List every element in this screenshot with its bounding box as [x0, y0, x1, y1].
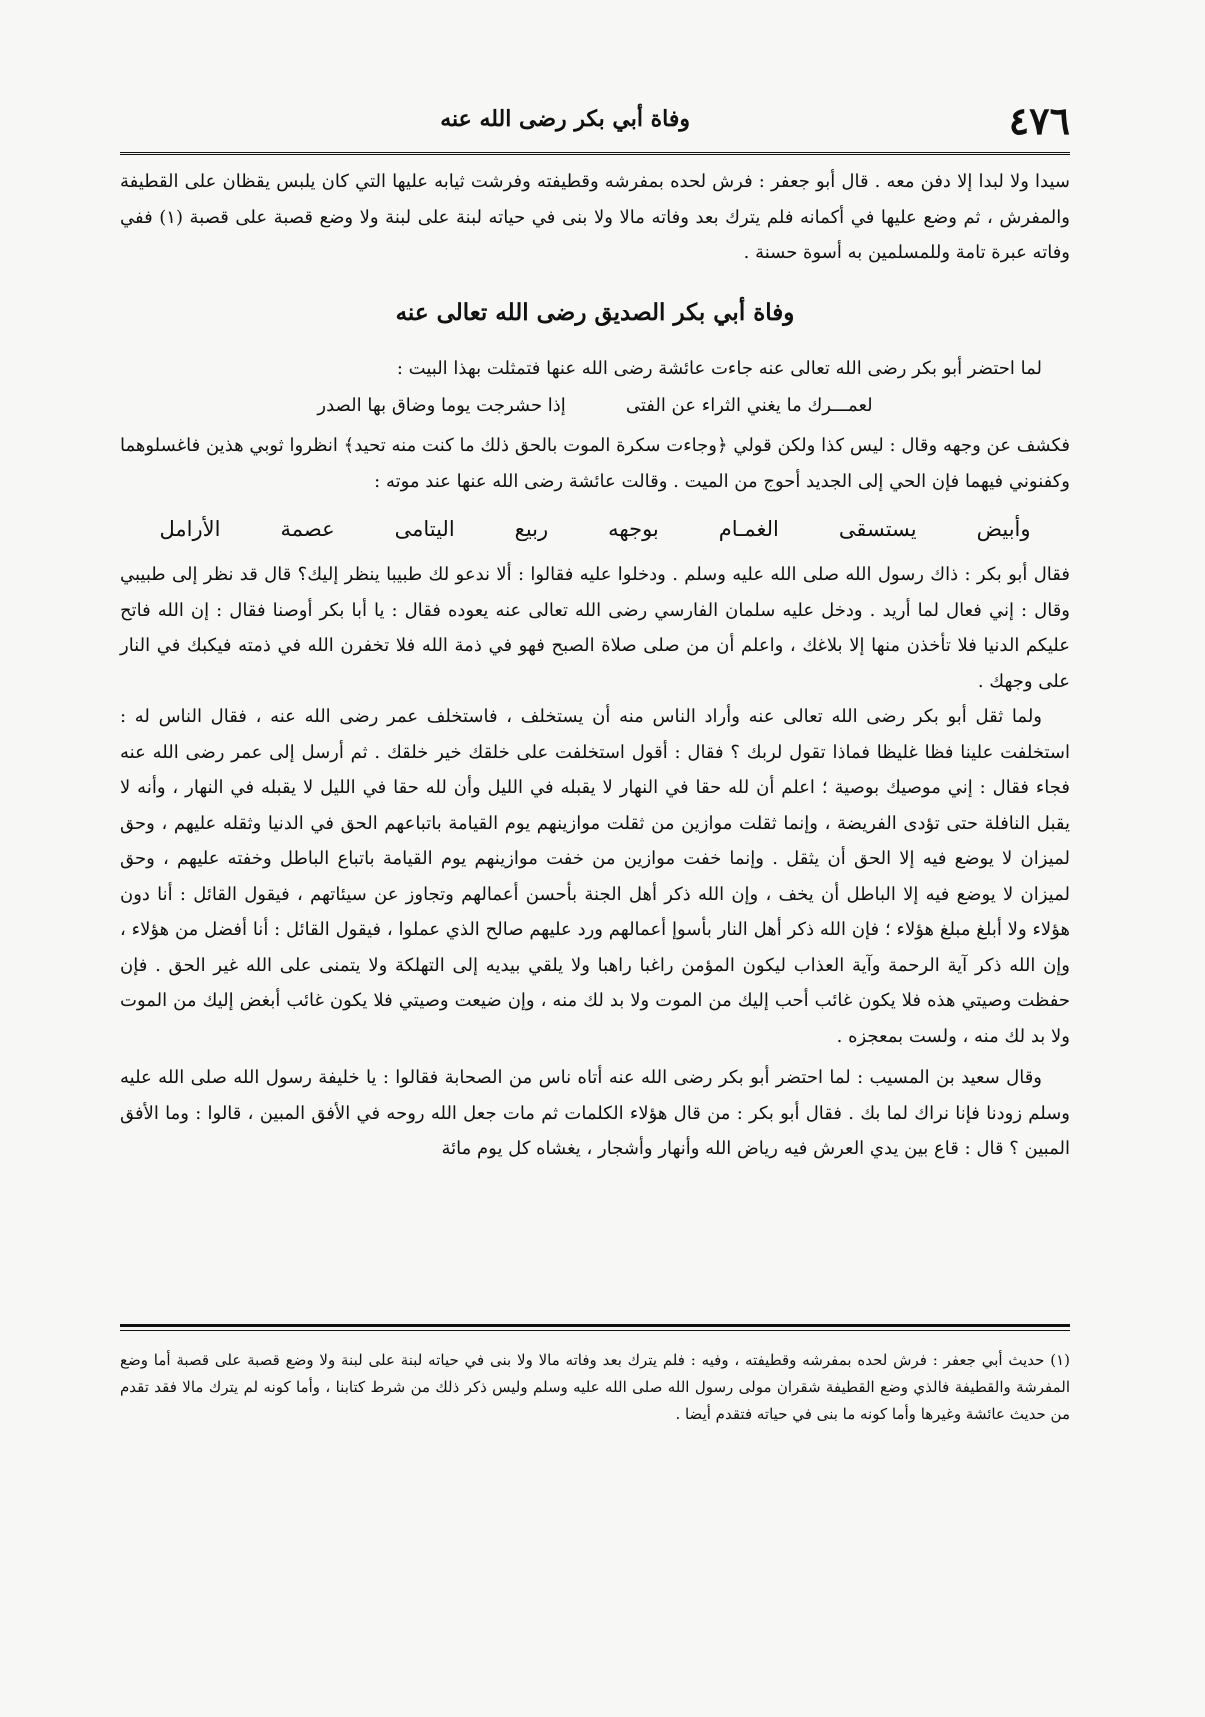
- verse-couplet: [120, 386, 1070, 426]
- verse-word: اليتامى: [394, 517, 455, 541]
- verse-word: ربيع: [514, 517, 549, 541]
- paragraph-ibn-musayyib: وقال سعيد بن المسيب : لما احتضر أبو بكر رضى الله عنه أتاه ناس من الصحابة فقالوا : يا خليفة رسول الله صلى الله عليه وسلم زودنا فإنا نراك لما بك . فقال أبو بكر : من قال هؤلاء الكلمات ثم مات جعل الله روحه في الأفق المبين ، قالوا : وما الأفق المبين ؟ قال : قاع بين يدي العرش فيه رياض الله وأنهار وأشجار ، يغشاه كل يوم مائة: [120, 1067, 1070, 1159]
- page-number: ٤٧٦: [1008, 98, 1070, 143]
- paragraph-physician: فقال أبو بكر : ذاك رسول الله صلى الله عليه وسلم . ودخلوا عليه فقالوا : ألا ندعو لك طبيبا ينظر إليك؟ قال قد نظر إلى طبيبي وقال : إني فعال لما أريد . ودخل عليه سلمان الفارسي رضى الله تعالى عنه يعوده فقال : يا أبا بكر أوصنا فقال : إن الله فاتح عليكم الدنيا فلا تأخذن منها إلا بلاغك ، واعلم أن من صلى صلاة الصبح فهو في ذمة الله فلا تخفرن الله في ذمته فيكبك في النار على وجهك .: [120, 564, 1070, 692]
- verse-line: [120, 505, 1070, 553]
- running-title: وفاة أبي بكر رضى الله عنه: [440, 106, 690, 132]
- verse-word: الأرامل: [159, 517, 221, 541]
- verse-hemistich-first: لعمـــرك ما يغني الثراء عن الفتى: [625, 395, 873, 416]
- book-page: [120, 92, 1070, 1652]
- verse-word: وأبيض: [976, 517, 1031, 541]
- footnote-rule-thin: [120, 1330, 1070, 1331]
- verse-word: بوجهه: [608, 517, 659, 541]
- body-text: [120, 164, 1070, 1167]
- verse-word: عصمة: [280, 517, 335, 541]
- paragraph-opening: سيدا ولا لبدا إلا دفن معه . قال أبو جعفر : فرش لحده بمفرشه وقطيفته وفرشت ثيابه عليها التي كان يلبس يقظان على القطيفة والمفرش ، ثم وضع عليها في أكمانه فلم يترك بعد وفاته مالا ولا بنى في حياته لبنة على لبنة ولا وضع قصبة على قصبة (١) ففي وفاته عبرة تامة وللمسلمين به أسوة حسنة .: [120, 171, 1070, 263]
- paragraph-intro: لما احتضر أبو بكر رضى الله تعالى عنه جاءت عائشة رضى الله عنها فتمثلت بهذا البيت :: [396, 357, 1042, 379]
- footnote-rule: [120, 1324, 1070, 1327]
- paragraph-shroud: فكشف عن وجهه وقال : ليس كذا ولكن قولي ﴿وجاءت سكرة الموت بالحق ذلك ما كنت منه تحيد﴾ انظروا ثوبي هذين فاغسلوهما وكفنوني فيهما فإن الحي إلى الجديد أحوج من الميت . وقالت عائشة رضى الله عنها عند موته :: [120, 435, 1070, 492]
- verse-hemistich-second: إذا حشرجت يوما وضاق بها الصدر: [317, 395, 566, 416]
- paragraph-succession: ولما ثقل أبو بكر رضى الله تعالى عنه وأراد الناس منه أن يستخلف ، فاستخلف عمر رضى الله عنه ، فقال الناس له : استخلفت علينا فظا غليظا فماذا تقول لربك ؟ فقال : أقول استخلفت على خلقك خير خلقك . ثم أرسل إلى عمر رضى الله عنه فجاء فقال : إني موصيك بوصية ؛ اعلم أن لله حقا في النهار لا يقبله في الليل وأن لله حقا في الليل لا يقبله في النهار ، وأنه لا يقبل النافلة حتى تؤدى الفريضة ، وإنما ثقلت موازين من ثقلت موازينهم يوم القيامة باتباعهم الحق في الدنيا وثقله عليهم ، وحق لميزان لا يوضع فيه إلا الحق أن يثقل . وإنما خفت موازين من خفت موازينهم يوم القيامة باتباع الباطل وخفته عليهم ، وحق لميزان لا يوضع فيه إلا الباطل أن يخف ، وإن الله ذكر أهل الجنة بأحسن أعمالهم وتجاوز عن سيئاتهم ، فيقول القائل : أنا دون هؤلاء ولا أبلغ مبلغ هؤلاء ؛ فإن الله ذكر أهل النار بأسوإ أعمالهم ورد عليهم صالح الذي عملوا ، فيقول القائل : أنا أفضل من هؤلاء ، وإن الله ذكر آية الرحمة وآية العذاب ليكون المؤمن راغبا راهبا ولا يلقي بيديه إلى التهلكة ولا يتمنى على الله غير الحق . فإن حفظت وصيتي هذه فلا يكون غائب أحب إليك من الموت ولا بد لك منه ، وإن ضيعت وصيتي فلا يكون غائب أبغض إليك من الموت ولا بد لك منه ، ولست بمعجزه .: [120, 706, 1070, 1047]
- verse-word: يستسقى: [838, 517, 917, 541]
- running-head: [120, 92, 1070, 155]
- footnotes: [120, 1347, 1070, 1428]
- footnote-1: (١) حديث أبي جعفر : فرش لحده بمفرشه وقطيفته ، وفيه : فلم يترك بعد وفاته مالا ولا بنى في حياته لبنة على لبنة ولا وضع قصبة على قصبة أما وضع المفرشة والقطيفة فالذي وضع القطيفة شقران مولى رسول الله صلى الله عليه وسلم وليس ذكر ذلك من شرط كتابنا ، وأما كونه لم يترك مالا فقد تقدم من حديث عائشة وغيرها وأما كونه ما بنى في حياته فتقدم أيضا .: [120, 1351, 1070, 1423]
- section-title: وفاة أبي بكر الصديق رضى الله تعالى عنه: [395, 298, 795, 326]
- verse-word: الغمـام: [718, 517, 779, 541]
